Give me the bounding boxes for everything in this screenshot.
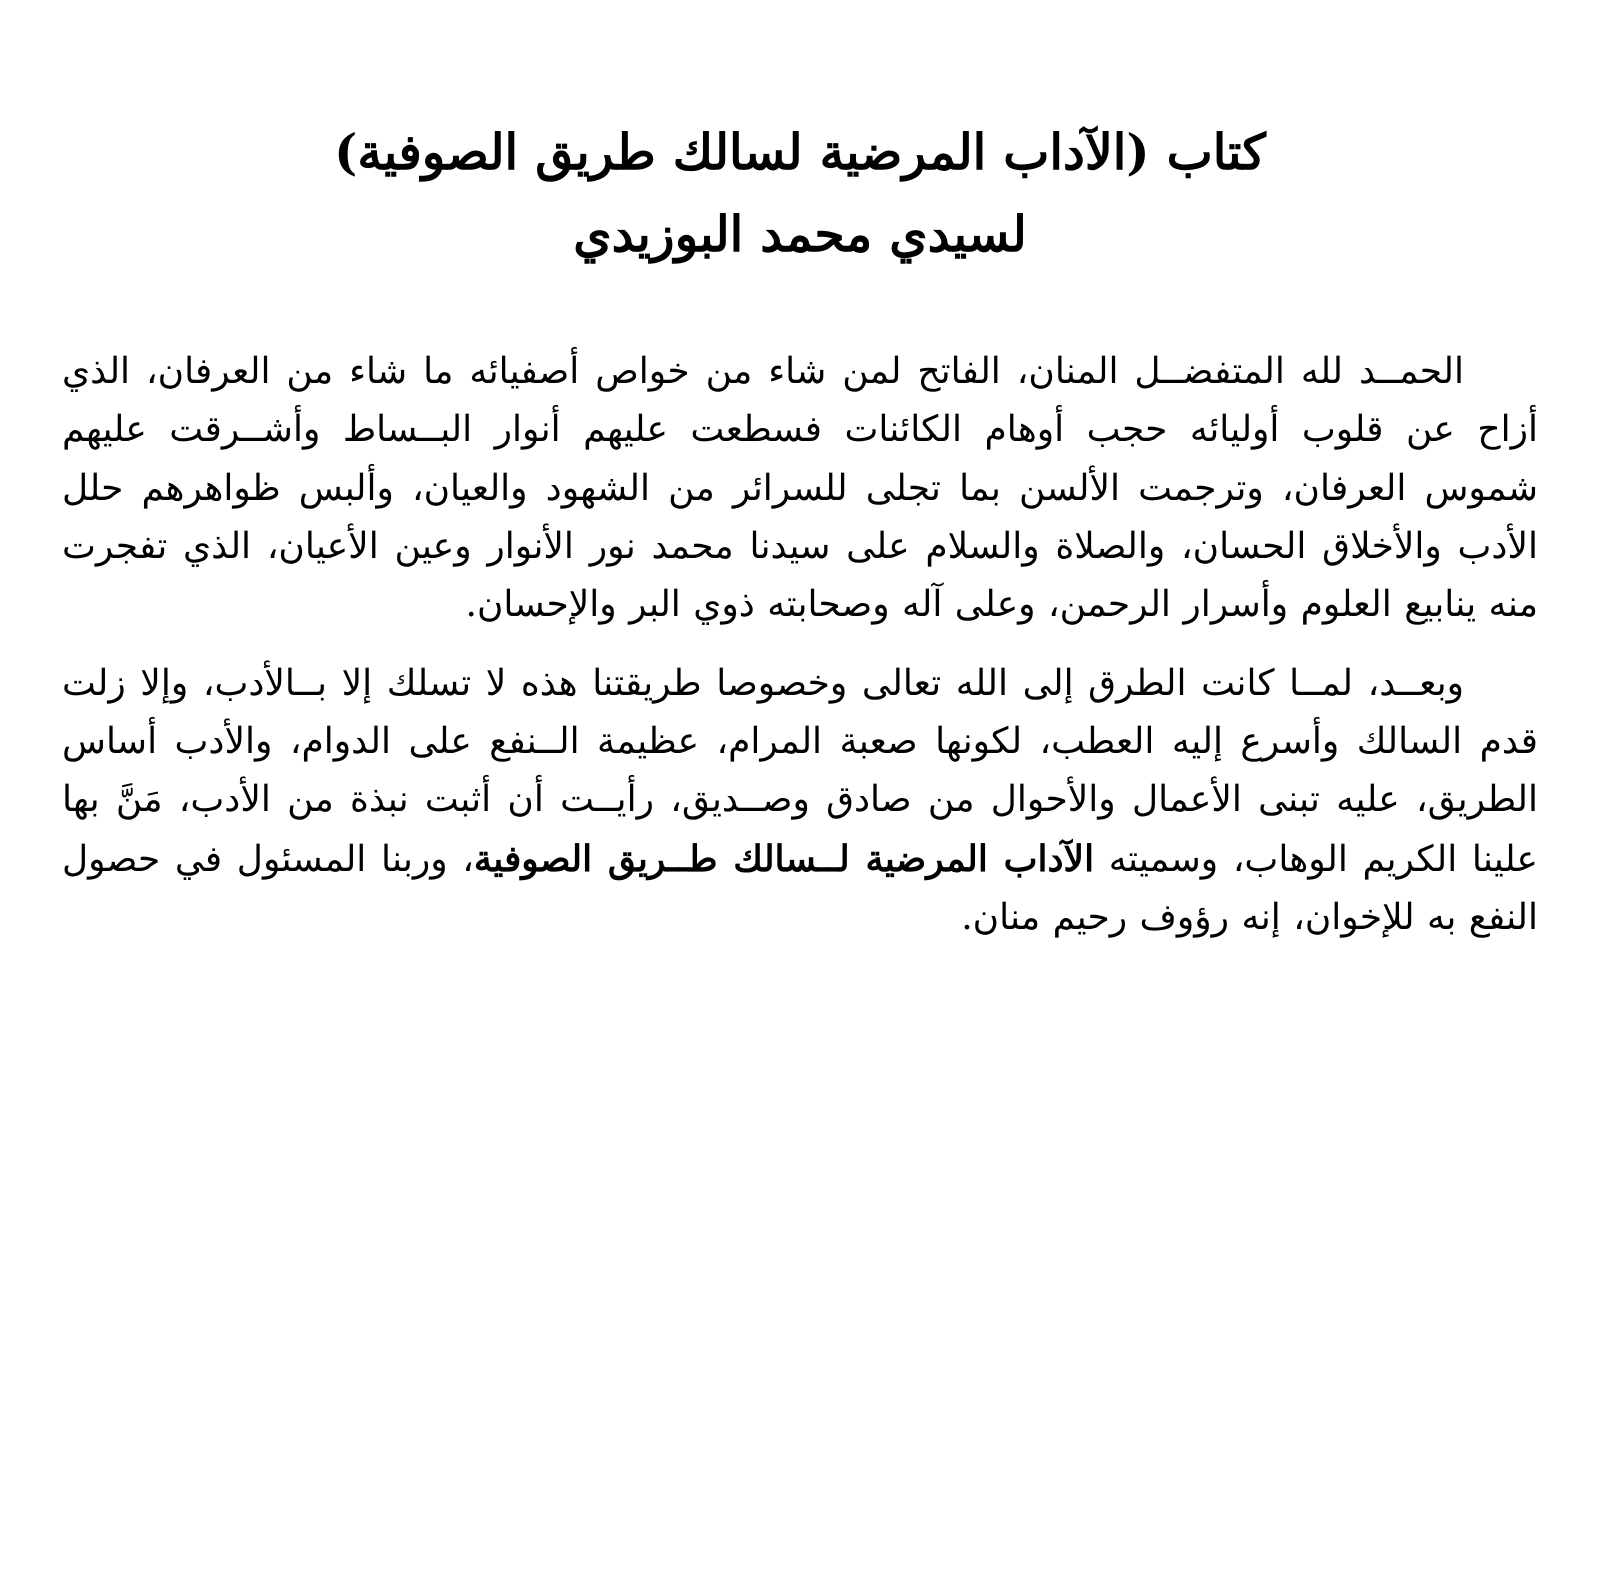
page-title xyxy=(62,118,1538,269)
page-title-line-2: لسيدي محمد البوزيدي xyxy=(573,204,1027,263)
page-title-line-1: كتاب (الآداب المرضية لسالك طريق الصوفية) xyxy=(334,123,1266,181)
paragraph-praise-text: الحمــد لله المتفضــل المنان، الفاتح لمن شاء من خواص أصفيائه ما شاء من العرفان، الذي أزاح عن قلوب أوليائه حجب أوهام الكائنات فسطعت عليهم أنوار البــساط وأشــرقت عليهم شموس العرفان، وترجمت الألسن بما تجلى للسرائر من الشهود والعيان، وألبس ظواهرهم حلل الأدب والأخلاق الحسان، والصلاة والسلام على سيدنا محمد نور الأنوار وعين الأعيان، الذي تفجرت منه ينابيع العلوم وأسرار الرحمن، وعلى آله وصحابته ذوي البر والإحسان. xyxy=(62,351,1538,626)
paragraph-praise xyxy=(62,343,1538,635)
paragraph-introduction-text-before: وبعــد، لمــا كانت الطرق إلى الله تعالى وخصوصا طريقتنا هذه لا تسلك إلا بــالأدب، وإلا زلت قدم السالك وأسرع إليه العطب، لكونها صعبة المرام، عظيمة الــنفع على الدوام، والأدب أساس الطريق، عليه تبنى الأعمال والأحوال من صادق وصــديق، رأيــت أن أثبت نبذة من الأدب، مَنَّ بها علينا الكريم الوهاب، وسميته xyxy=(62,662,1538,880)
document-body xyxy=(62,343,1538,947)
paragraph-introduction-text-after: ، وربنا المسئول في حصول النفع به للإخوان، إنه رؤوف رحيم منان. xyxy=(62,838,1538,938)
book-title-emphasis: الآداب المرضية لــسالك طــريق الصوفية xyxy=(473,837,1095,880)
paragraph-introduction xyxy=(62,655,1538,948)
